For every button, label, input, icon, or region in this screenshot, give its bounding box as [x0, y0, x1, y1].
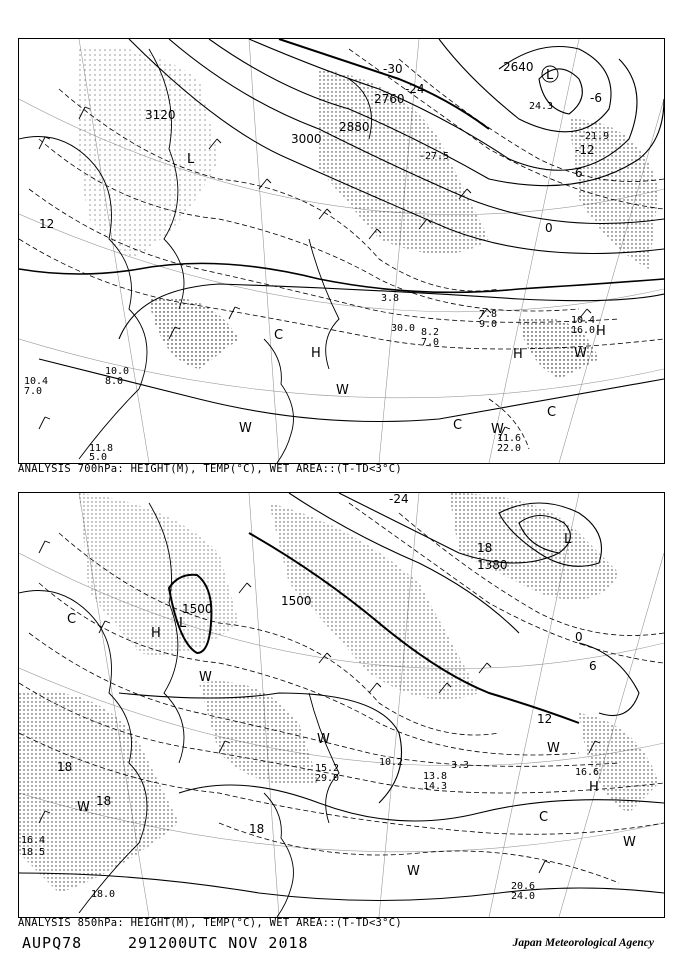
cold-symbol: C	[274, 328, 284, 343]
height-label: 2760	[374, 92, 405, 106]
map-panel-700hpa	[18, 38, 665, 464]
temperature-label: -12	[575, 143, 595, 157]
temperature-label: -6	[590, 91, 602, 105]
cold-symbol: C	[67, 612, 77, 627]
station-value: 16.6	[575, 767, 600, 778]
height-label: 1500	[281, 594, 312, 608]
height-label: 3120	[145, 108, 176, 122]
station-value: 7.8	[479, 309, 498, 320]
station-value: 10.4	[24, 376, 49, 387]
temperature-label: 6	[589, 659, 597, 673]
station-value: 29.0	[315, 773, 340, 784]
agency-name: Japan Meteorological Agency	[512, 937, 654, 949]
low-pressure-symbol: L	[546, 68, 554, 83]
low-pressure-symbol: L	[564, 532, 572, 547]
station-value: 3.3	[451, 760, 470, 771]
temperature-label: -24	[389, 493, 409, 506]
height-label: 3000	[291, 132, 322, 146]
station-value: 5.0	[89, 452, 108, 463]
station-value: 14.3	[423, 781, 448, 792]
warm-symbol: W	[239, 421, 252, 436]
station-value: 24.0	[511, 891, 536, 902]
station-value: 18.0	[91, 889, 116, 900]
temperature-label: 18	[57, 760, 73, 774]
high-pressure-symbol: H	[513, 347, 523, 362]
height-label: 2640	[503, 60, 534, 74]
station-value: 10.4	[571, 315, 596, 326]
station-value: 22.0	[497, 443, 522, 454]
temperature-label: 18	[477, 541, 493, 555]
low-pressure-symbol: L	[179, 616, 187, 631]
wet-area-shading	[19, 493, 659, 893]
high-pressure-symbol: H	[311, 346, 321, 361]
chart-code: AUPQ78	[22, 934, 83, 952]
warm-symbol: W	[623, 835, 636, 850]
high-pressure-symbol: H	[589, 780, 599, 795]
temperature-label: -30	[383, 62, 403, 76]
temperature-label: -24	[405, 82, 425, 96]
height-label: 1380	[477, 558, 508, 572]
station-value: 13.8	[423, 771, 448, 782]
station-value: 3.8	[381, 293, 400, 304]
warm-symbol: W	[574, 346, 587, 361]
panel-caption-700hpa: ANALYSIS 700hPa: HEIGHT(M), TEMP(°C), WET AREA::(T-TD<3°C)	[18, 463, 403, 475]
chart-datetime: 291200UTC NOV 2018	[128, 934, 309, 952]
warm-symbol: W	[336, 383, 349, 398]
station-value: 10.2	[379, 757, 404, 768]
station-value: 18.5	[21, 847, 46, 858]
station-value: 7.0	[24, 386, 43, 397]
warm-symbol: W	[491, 422, 504, 437]
panel-caption-850hpa: ANALYSIS 850hPa: HEIGHT(M), TEMP(°C), WET AREA::(T-TD<3°C)	[18, 917, 403, 929]
station-value: 11.6	[497, 433, 522, 444]
height-label: 2880	[339, 120, 370, 134]
low-pressure-symbol: L	[187, 152, 195, 167]
temperature-label: 18	[96, 794, 112, 808]
station-value: 20.6	[511, 881, 536, 892]
warm-symbol: W	[547, 741, 560, 756]
station-value: 16.4	[21, 835, 46, 846]
warm-symbol: W	[317, 732, 330, 747]
station-value: 8.2	[421, 327, 440, 338]
height-label: 1500	[182, 602, 213, 616]
warm-symbol: W	[77, 800, 90, 815]
station-value: 7.0	[421, 337, 440, 348]
station-value: 24.3	[529, 101, 554, 112]
temperature-label: 12	[537, 712, 553, 726]
map-panel-850hpa	[18, 492, 665, 918]
cold-symbol: C	[539, 810, 549, 825]
station-value: 16.0	[571, 325, 596, 336]
temperature-label: 6	[575, 166, 583, 180]
warm-symbol: W	[199, 670, 212, 685]
high-pressure-symbol: H	[596, 324, 606, 339]
temperature-label: 18	[249, 822, 265, 836]
station-value: -27.5	[419, 151, 450, 162]
high-pressure-symbol: H	[151, 626, 161, 641]
station-value: 11.8	[89, 443, 114, 454]
temperature-label: 12	[39, 217, 55, 231]
station-value: -21.9	[579, 131, 610, 142]
station-value: 30.0	[391, 323, 416, 334]
station-value: 8.0	[105, 376, 124, 387]
temperature-label: 0	[545, 221, 553, 235]
station-value: 10.0	[105, 366, 130, 377]
cold-symbol: C	[453, 418, 463, 433]
cold-symbol: C	[547, 405, 557, 420]
warm-symbol: W	[407, 864, 420, 879]
station-value: 15.2	[315, 763, 340, 774]
weather-chart-850hpa	[19, 493, 664, 917]
station-value: 9.0	[479, 319, 498, 330]
temperature-label: 0	[575, 630, 583, 644]
weather-chart-700hpa	[19, 39, 664, 463]
